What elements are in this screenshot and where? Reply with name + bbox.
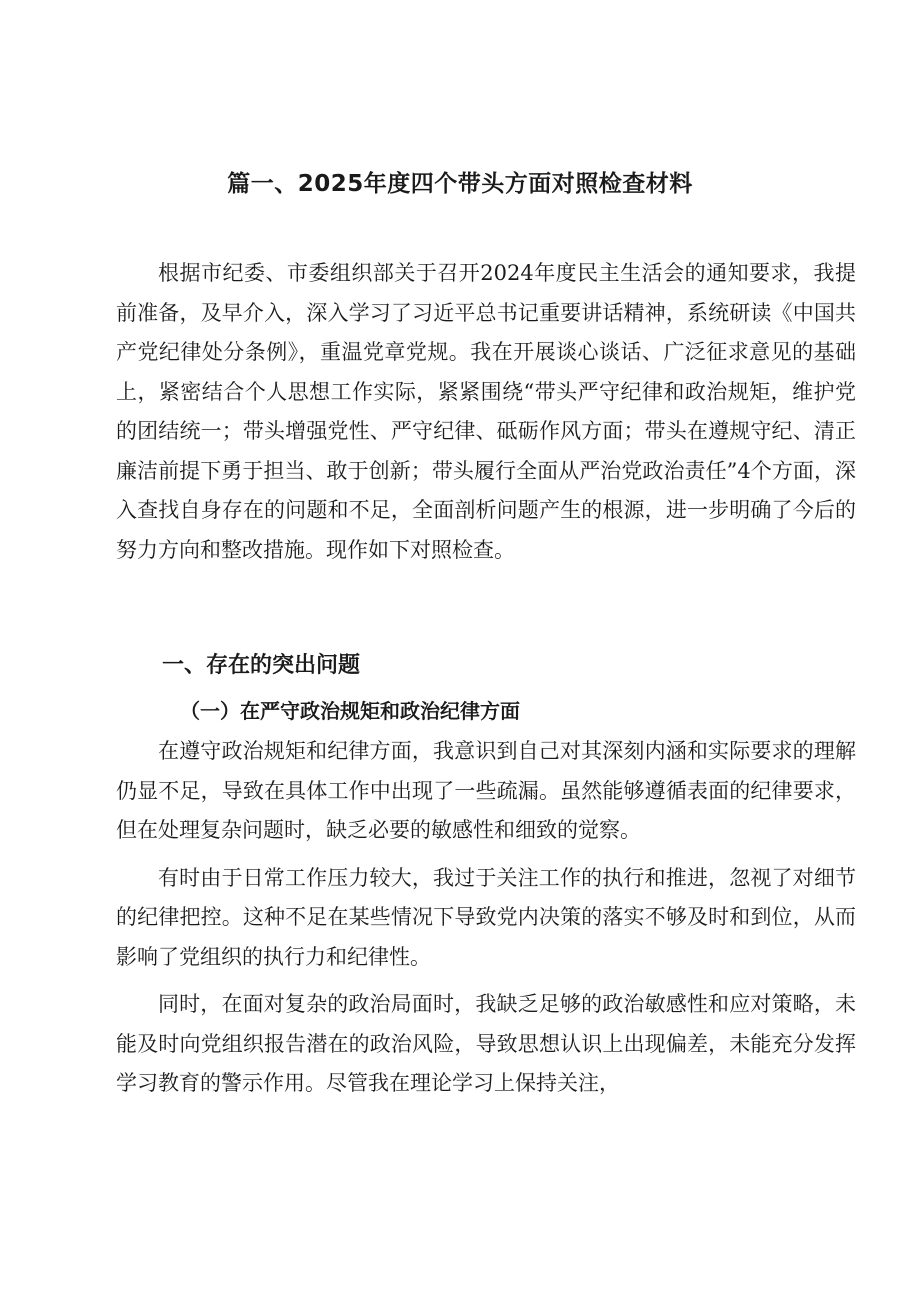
intro-paragraph: 根据市纪委、市委组织部关于召开2024年度民主生活会的通知要求，我提前准备，及早介入，深入学习了习近平总书记重要讲话精神，系统研读《中国共产党纪律处分条例》，重温党章党规。我在开展谈心谈话、广泛征求意见的基础上，紧密结合个人思想工作实际，紧紧围绕“带头严守纪律和政治规矩，维护党的团结统一；带头增强党性、严守纪律、砥砺作风方面；带头在遵规守纪、清正廉洁前提下勇于担当、敢于创新；带头履行全面从严治党政治责任”4个方面，深入查找自身存在的问题和不足，全面剖析问题产生的根源，进一步明确了今后的努力方向和整改措施。现作如下对照检查。 (116, 261, 856, 562)
subsection-heading: （一）在严守政治规矩和政治纪律方面 (180, 699, 520, 723)
intro-section (116, 254, 856, 570)
paragraph-2: 有时由于日常工作压力较大，我过于关注工作的执行和推进，忽视了对细节的纪律把控。这种不足在某些情况下导致党内决策的落实不够及时和到位，从而影响了党组织的执行力和纪律性。 (116, 865, 856, 969)
section-body (116, 732, 856, 1112)
paragraph-3: 同时，在面对复杂的政治局面时，我缺乏足够的政治敏感性和应对策略，未能及时向党组织报告潜在的政治风险，导致思想认识上出现偏差，未能充分发挥学习教育的警示作用。尽管我在理论学习上保持关注， (116, 992, 856, 1095)
document-title: 篇一、2025年度四个带头方面对照检查材料 (227, 171, 693, 197)
paragraph-1: 在遵守政治规矩和纪律方面，我意识到自己对其深刻内涵和实际要求的理解仍显不足，导致在具体工作中出现了一些疏漏。虽然能够遵循表面的纪律要求，但在处理复杂问题时，缺乏必要的敏感性和细致的觉察。 (116, 739, 856, 842)
section-heading: 一、存在的突出问题 (162, 653, 361, 678)
